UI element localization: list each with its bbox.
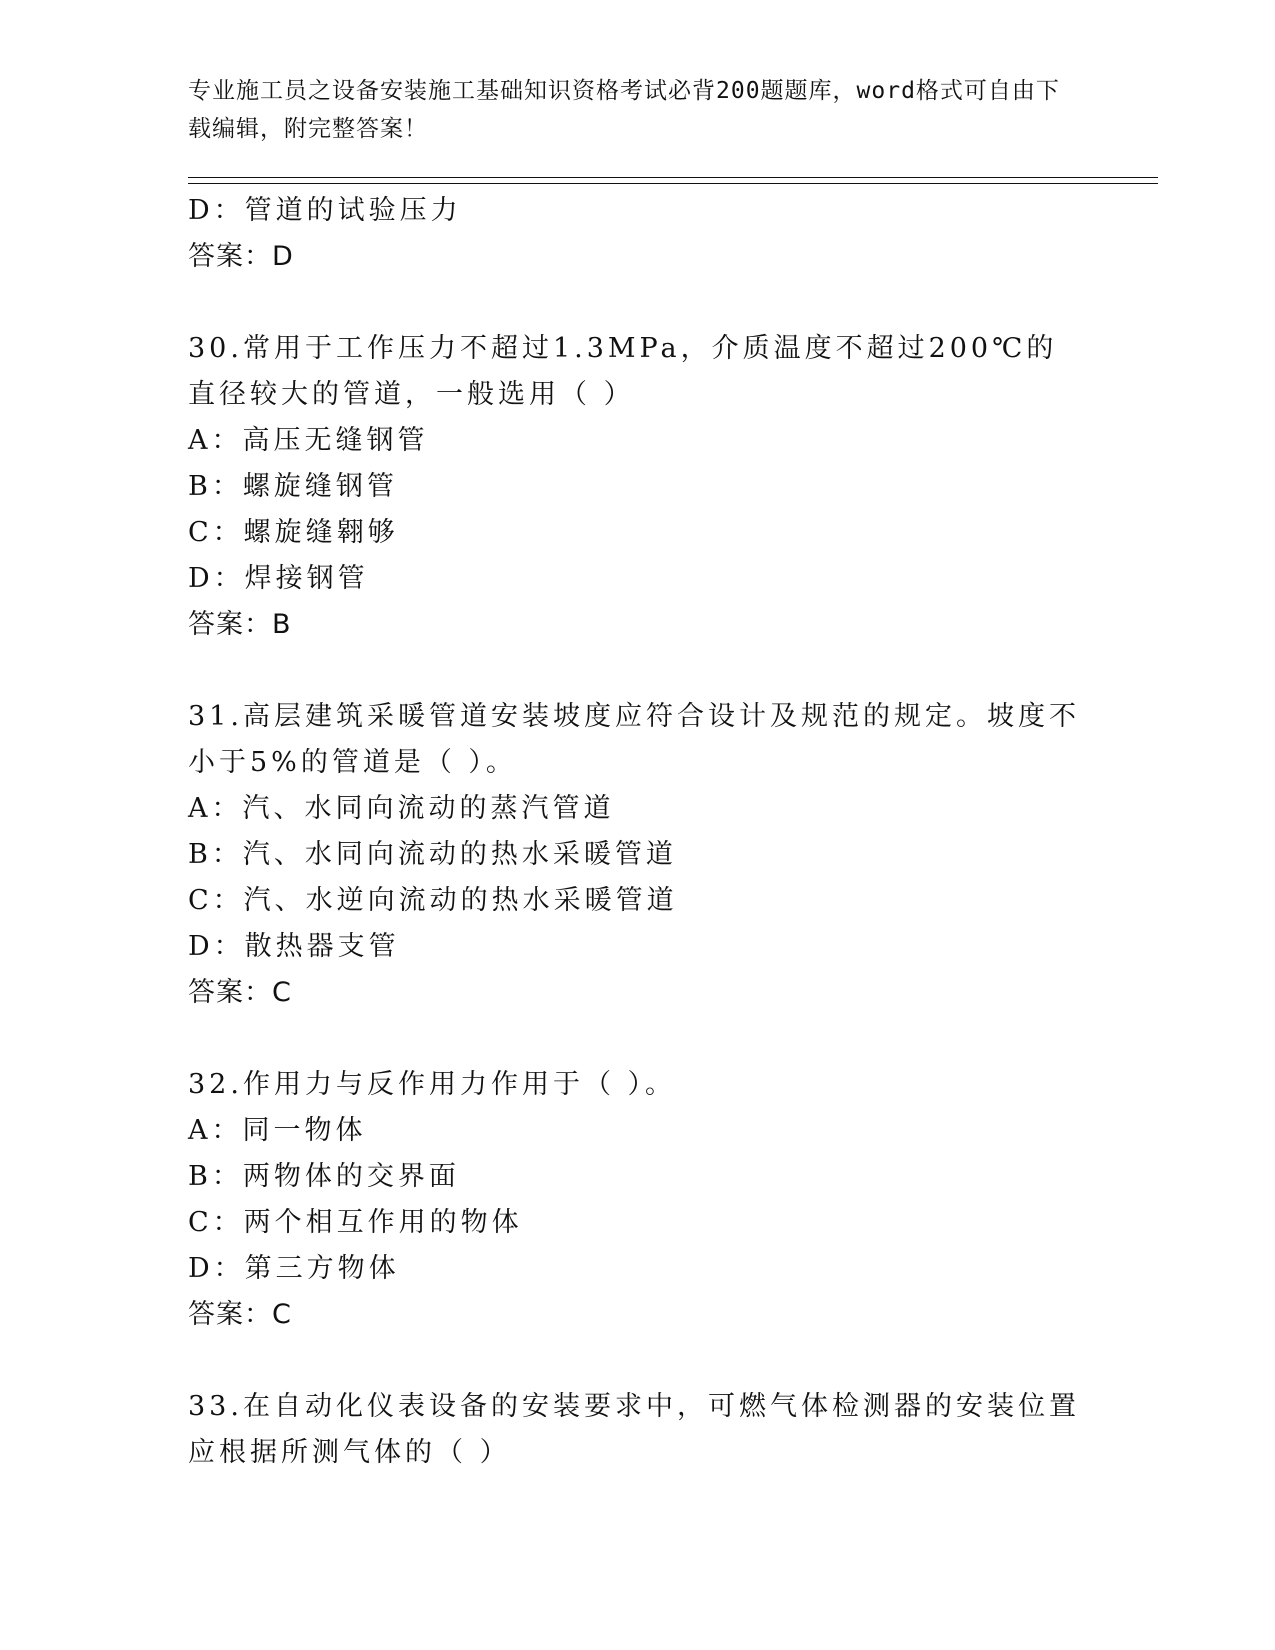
answer-line: 答案：C [188,1299,292,1330]
option-a: A：高压无缝钢管 [188,425,429,456]
option-c: C：汽、水逆向流动的热水采暖管道 [188,885,678,916]
option-d: D：焊接钢管 [188,563,369,594]
document-header: 专业施工员之设备安装施工基础知识资格考试必背200题题库，word格式可自由下载编辑，附完整答案！ [188,78,1060,142]
question-33 [188,1384,1088,1476]
question-32 [188,1062,1088,1338]
question-31 [188,694,1088,1016]
answer-line: 答案：D [188,241,294,272]
answer-line: 答案：B [188,609,292,640]
option-a: A：汽、水同向流动的蒸汽管道 [188,793,615,824]
option-b: B：两物体的交界面 [188,1161,460,1192]
header-rule-bottom [188,183,1158,184]
option-c: C：两个相互作用的物体 [188,1207,523,1238]
question-stem: 31.高层建筑采暖管道安装坡度应符合设计及规范的规定。坡度不小于5%的管道是（ ）。 [188,701,1080,778]
spacer [188,1338,1088,1384]
option-b: B：汽、水同向流动的热水采暖管道 [188,839,677,870]
option-d: D：第三方物体 [188,1253,400,1284]
answer-line: 答案：C [188,977,292,1008]
question-stem: 30.常用于工作压力不超过1.3MPa，介质温度不超过200℃的直径较大的管道，一般选用（ ） [188,333,1058,410]
question-30 [188,326,1088,648]
spacer [188,280,1088,326]
option-c: C：螺旋缝翱够 [188,517,399,548]
option-d: D：散热器支管 [188,931,400,962]
option-b: B：螺旋缝钢管 [188,471,398,502]
question-stem: 33.在自动化仪表设备的安装要求中，可燃气体检测器的安装位置应根据所测气体的（ ） [188,1391,1080,1468]
spacer [188,648,1088,694]
spacer [188,1016,1088,1062]
option-a: A：同一物体 [188,1115,367,1146]
question-stem: 32.作用力与反作用力作用于（ ）。 [188,1069,677,1100]
header-rule-top [188,177,1158,178]
option-d: D：管道的试验压力 [188,195,462,226]
document-body [188,188,1088,1476]
